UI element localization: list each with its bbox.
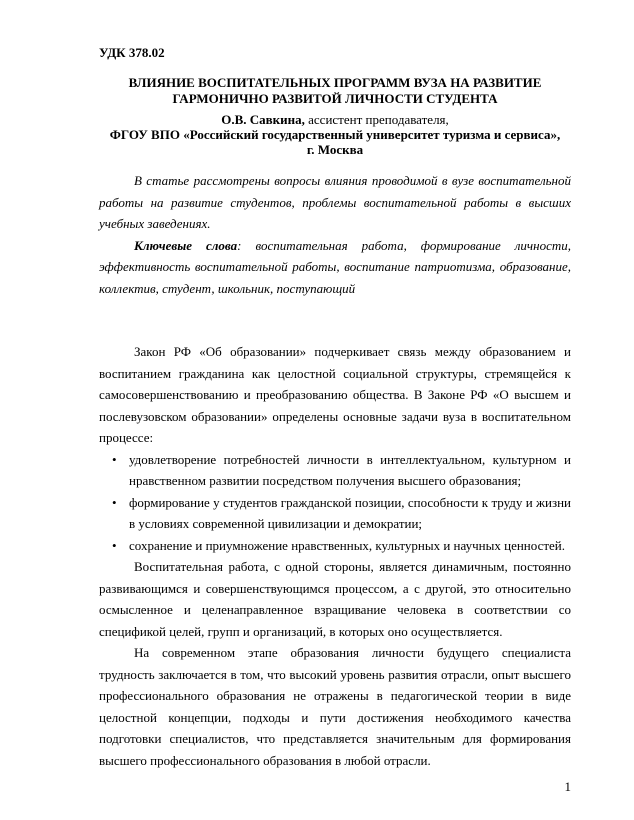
- body-paragraph-2: Воспитательная работа, с одной стороны, является динамичным, постоянно развивающимся и совершенствующимся процессом, а с другой, это относительно осмысленное и целенаправленное взращивание человека в соответствии со спецификой целей, групп и организаций, в которых оно осуществляется.: [99, 559, 571, 639]
- article-body: [99, 341, 571, 771]
- list-item: • сохранение и приумножение нравственных, культурных и научных ценностей.: [99, 535, 571, 557]
- udc-code: УДК 378.02: [99, 45, 165, 60]
- body-paragraph-1: Закон РФ «Об образовании» подчеркивает связь между образованием и воспитанием гражданина как целостной социальной структуры, стремящейся к самосовершенствованию и преобразованию общества. В Законе РФ «О высшем и послевузовском образовании» определены основные задачи вуза в воспитательном процессе:: [99, 344, 571, 445]
- list-item: • удовлетворение потребностей личности в интеллектуальном, культурном и нравственном развитии посредством получения высшего образования;: [99, 449, 571, 492]
- author-city: г. Москва: [306, 142, 364, 157]
- author-affiliation: ФГОУ ВПО «Российский государственный университет туризма и сервиса»,: [109, 127, 561, 142]
- abstract-text: В статье рассмотрены вопросы влияния проводимой в вузе воспитательной работы на развитие студентов, проблемы воспитательной работы в высших учебных заведениях.: [99, 173, 571, 231]
- author-line: [99, 112, 571, 127]
- article-title: ВЛИЯНИЕ ВОСПИТАТЕЛЬНЫХ ПРОГРАММ ВУЗА НА РАЗВИТИЕ ГАРМОНИЧНО РАЗВИТОЙ ЛИЧНОСТИ СТУДЕНТА: [128, 75, 542, 106]
- task-bullet-list: [99, 449, 571, 557]
- list-item: • формирование у студентов гражданской позиции, способности к труду и жизни в условиях современной цивилизации и демократии;: [99, 492, 571, 535]
- keywords-text: : воспитательная работа, формирование личности, эффективность воспитательной работы, воспитание патриотизма, образование, коллектив, студент, школьник, поступающий: [99, 237, 571, 296]
- page-number: 1: [564, 779, 571, 794]
- author-role: ассистент преподавателя,: [304, 112, 449, 127]
- body-paragraph-3: На современном этапе образования личности будущего специалиста трудность заключается в том, что высокий уровень развития отрасли, опыт высшего профессионального образования не отражены в педагогической теории в виде целостной концепции, подходы и пути достижения необходимого качества подготовки специалистов, что представляется значительным для формирования высшего профессионального образования в любой отрасли.: [99, 645, 571, 768]
- keywords-label: Ключевые слова: [134, 237, 238, 253]
- author-name: О.В. Савкина,: [221, 112, 305, 127]
- keywords-block: [99, 235, 571, 300]
